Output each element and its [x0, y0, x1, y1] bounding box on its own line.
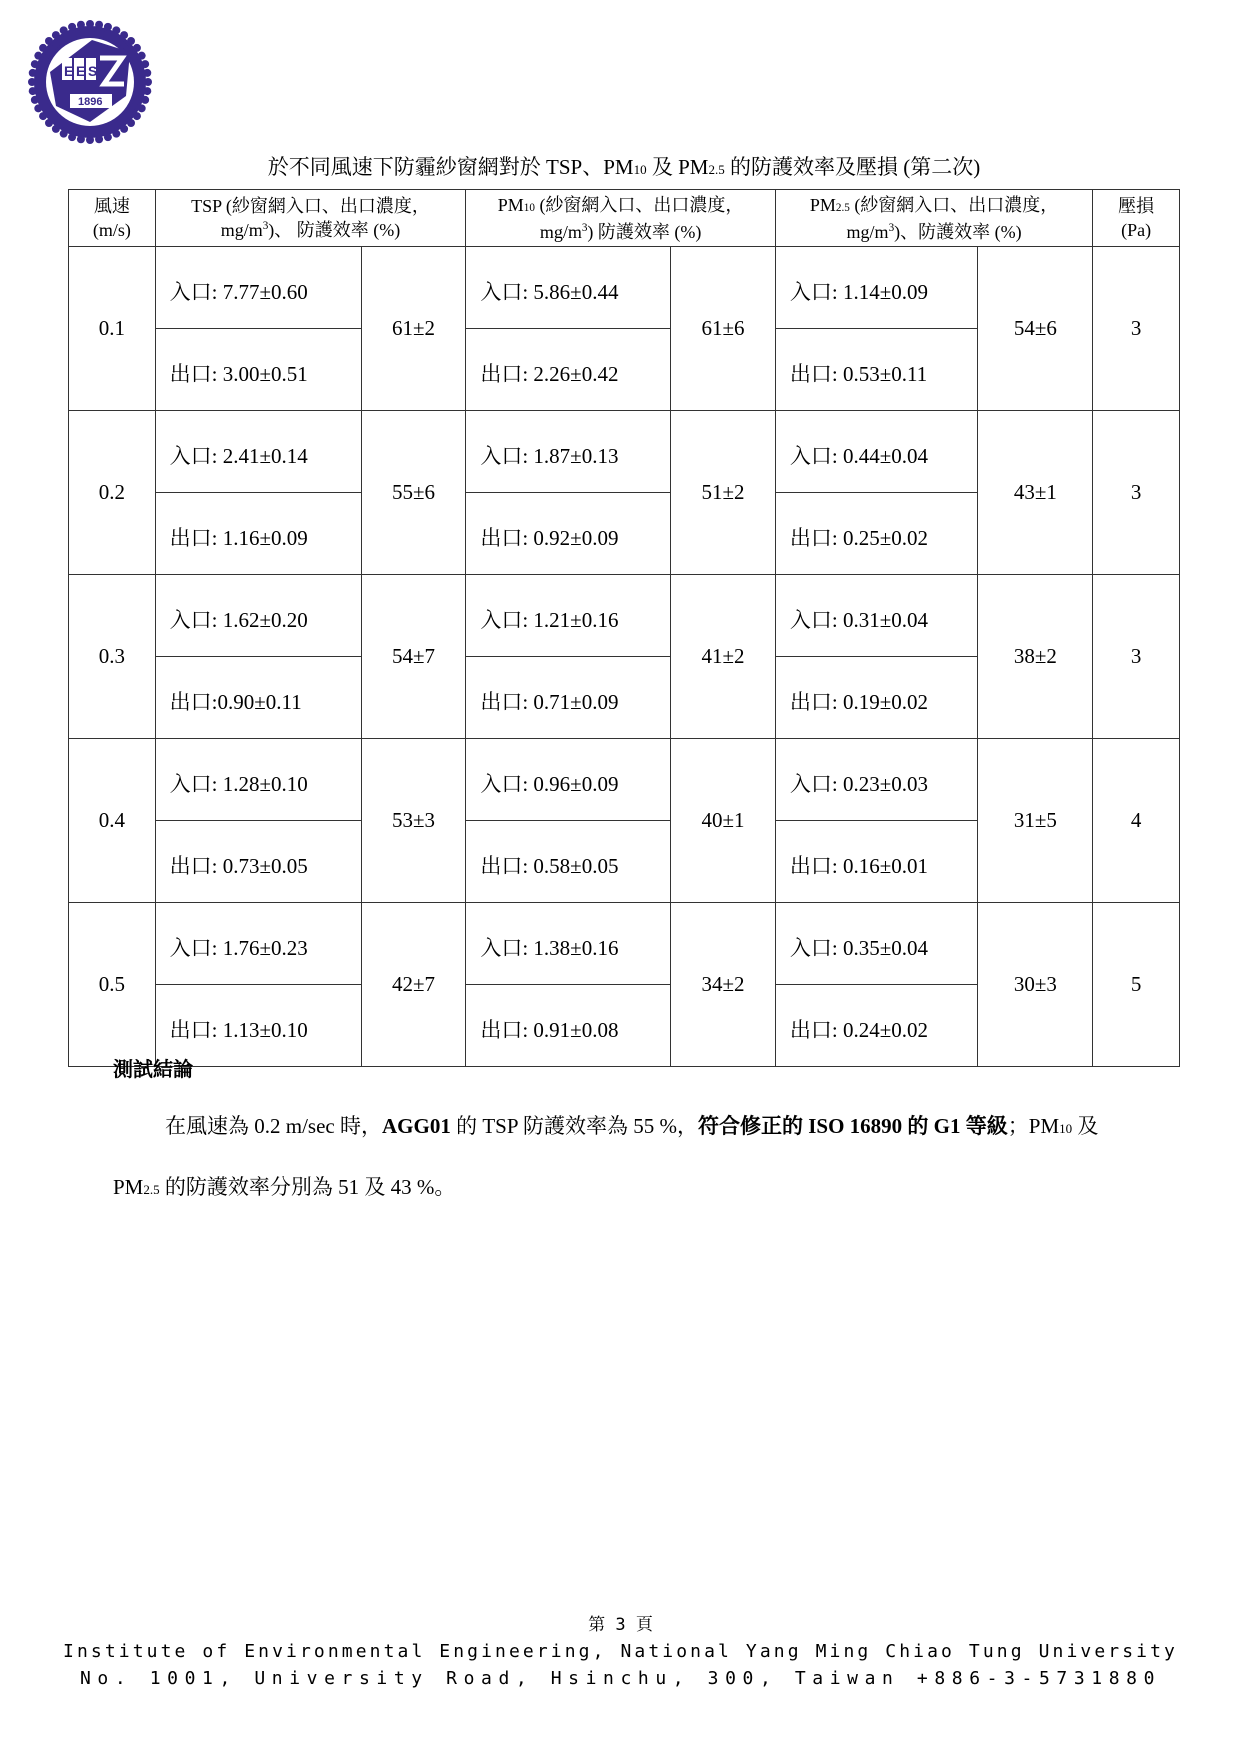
- wind-speed-cell: 0.5: [69, 903, 156, 1067]
- tsp-inlet-cell: 入口: 1.76±0.23: [155, 903, 361, 985]
- pm25-efficiency-cell: 54±6: [978, 247, 1093, 411]
- pm10-efficiency-cell: 40±1: [671, 739, 776, 903]
- university-logo: [26, 18, 154, 146]
- svg-text:E: E: [64, 63, 74, 79]
- pressure-drop-cell: 5: [1093, 903, 1180, 1067]
- pm25-efficiency-cell: 31±5: [978, 739, 1093, 903]
- pm25-inlet-cell: 入口: 0.35±0.04: [775, 903, 978, 985]
- wind-speed-cell: 0.4: [69, 739, 156, 903]
- pm10-inlet-cell: 入口: 1.87±0.13: [466, 411, 671, 493]
- pm25-efficiency-cell: 38±2: [978, 575, 1093, 739]
- pm25-efficiency-cell: 30±3: [978, 903, 1093, 1067]
- tsp-efficiency-cell: 42±7: [361, 903, 466, 1067]
- pm10-efficiency-cell: 41±2: [671, 575, 776, 739]
- pm10-efficiency-cell: 51±2: [671, 411, 776, 575]
- table-row: [69, 739, 1180, 821]
- pressure-drop-cell: 4: [1093, 739, 1180, 903]
- pm10-efficiency-cell: 34±2: [671, 903, 776, 1067]
- pm10-inlet-cell: 入口: 1.38±0.16: [466, 903, 671, 985]
- pm10-inlet-cell: 入口: 0.96±0.09: [466, 739, 671, 821]
- tsp-outlet-cell: 出口: 0.73±0.05: [155, 821, 361, 903]
- pm25-outlet-cell: 出口: 0.24±0.02: [775, 985, 978, 1067]
- table-row: [69, 247, 1180, 329]
- svg-text:1896: 1896: [78, 96, 103, 108]
- header-pressure-drop: 壓損 (Pa): [1093, 190, 1180, 247]
- pressure-drop-cell: 3: [1093, 411, 1180, 575]
- page-number: 第 3 頁: [588, 1615, 653, 1635]
- wind-speed-cell: 0.2: [69, 411, 156, 575]
- pm10-outlet-cell: 出口: 2.26±0.42: [466, 329, 671, 411]
- conclusion-heading: 測試結論: [113, 1059, 193, 1081]
- pm10-efficiency-cell: 61±6: [671, 247, 776, 411]
- svg-text:E: E: [76, 63, 86, 79]
- table-caption: 於不同風速下防霾紗窗網對於 TSP、PM10 及 PM2.5 的防護效率及壓損 (第二次): [267, 155, 981, 179]
- header-pm10: PM10 (紗窗網入口、出口濃度， $mg/m^3$) 防護效率 (%): [466, 190, 776, 247]
- pm25-outlet-cell: 出口: 0.16±0.01: [775, 821, 978, 903]
- pm10-outlet-cell: 出口: 0.71±0.09: [466, 657, 671, 739]
- pm25-outlet-cell: 出口: 0.53±0.11: [775, 329, 978, 411]
- pm10-inlet-cell: 入口: 5.86±0.44: [466, 247, 671, 329]
- pm25-inlet-cell: 入口: 1.14±0.09: [775, 247, 978, 329]
- table-row: [69, 575, 1180, 657]
- tsp-inlet-cell: 入口: 7.77±0.60: [155, 247, 361, 329]
- table-row: [69, 903, 1180, 985]
- pm25-inlet-cell: 入口: 0.23±0.03: [775, 739, 978, 821]
- tsp-efficiency-cell: 55±6: [361, 411, 466, 575]
- tsp-outlet-cell: 出口: 3.00±0.51: [155, 329, 361, 411]
- pressure-drop-cell: 3: [1093, 575, 1180, 739]
- efficiency-table: [68, 189, 1180, 1067]
- footer-institute: Institute of Environmental Engineering, National Yang Ming Chiao Tung University: [63, 1641, 1178, 1662]
- tsp-outlet-cell: 出口: 1.16±0.09: [155, 493, 361, 575]
- pm25-efficiency-cell: 43±1: [978, 411, 1093, 575]
- wind-speed-cell: 0.3: [69, 575, 156, 739]
- tsp-inlet-cell: 入口: 1.28±0.10: [155, 739, 361, 821]
- header-tsp: TSP (紗窗網入口、出口濃度， $mg/m^3$)、 防護效率 (%): [155, 190, 466, 247]
- header-pm25: PM2.5 (紗窗網入口、出口濃度， $mg/m^3$)、防護效率 (%): [775, 190, 1092, 247]
- pm10-outlet-cell: 出口: 0.58±0.05: [466, 821, 671, 903]
- tsp-outlet-cell: 出口: 1.13±0.10: [155, 985, 361, 1067]
- pressure-drop-cell: 3: [1093, 247, 1180, 411]
- tsp-efficiency-cell: 53±3: [361, 739, 466, 903]
- tsp-inlet-cell: 入口: 2.41±0.14: [155, 411, 361, 493]
- table-header-row: [69, 190, 1180, 247]
- pm25-inlet-cell: 入口: 0.31±0.04: [775, 575, 978, 657]
- pm10-outlet-cell: 出口: 0.91±0.08: [466, 985, 671, 1067]
- tsp-efficiency-cell: 54±7: [361, 575, 466, 739]
- pm25-outlet-cell: 出口: 0.25±0.02: [775, 493, 978, 575]
- pm10-inlet-cell: 入口: 1.21±0.16: [466, 575, 671, 657]
- pm25-outlet-cell: 出口: 0.19±0.02: [775, 657, 978, 739]
- conclusion-paragraph: 在風速為 0.2 m/sec 時，AGG01 的 TSP 防護效率為 55 %，符合修正的 ISO 16890 的 G1 等級；PM10 及 PM2.5 的防護效率分別為 51 及 43 %。: [113, 1114, 1099, 1199]
- svg-text:S: S: [88, 63, 98, 79]
- wind-speed-cell: 0.1: [69, 247, 156, 411]
- pm10-outlet-cell: 出口: 0.92±0.09: [466, 493, 671, 575]
- tsp-efficiency-cell: 61±2: [361, 247, 466, 411]
- footer-address: No. 1001, University Road, Hsinchu, 300, Taiwan +886-3-5731880: [79, 1668, 1162, 1689]
- table-row: [69, 411, 1180, 493]
- tsp-inlet-cell: 入口: 1.62±0.20: [155, 575, 361, 657]
- tsp-outlet-cell: 出口:0.90±0.11: [155, 657, 361, 739]
- header-wind-speed: 風速 (m/s): [69, 190, 156, 247]
- university-seal-graphic: [26, 18, 154, 146]
- pm25-inlet-cell: 入口: 0.44±0.04: [775, 411, 978, 493]
